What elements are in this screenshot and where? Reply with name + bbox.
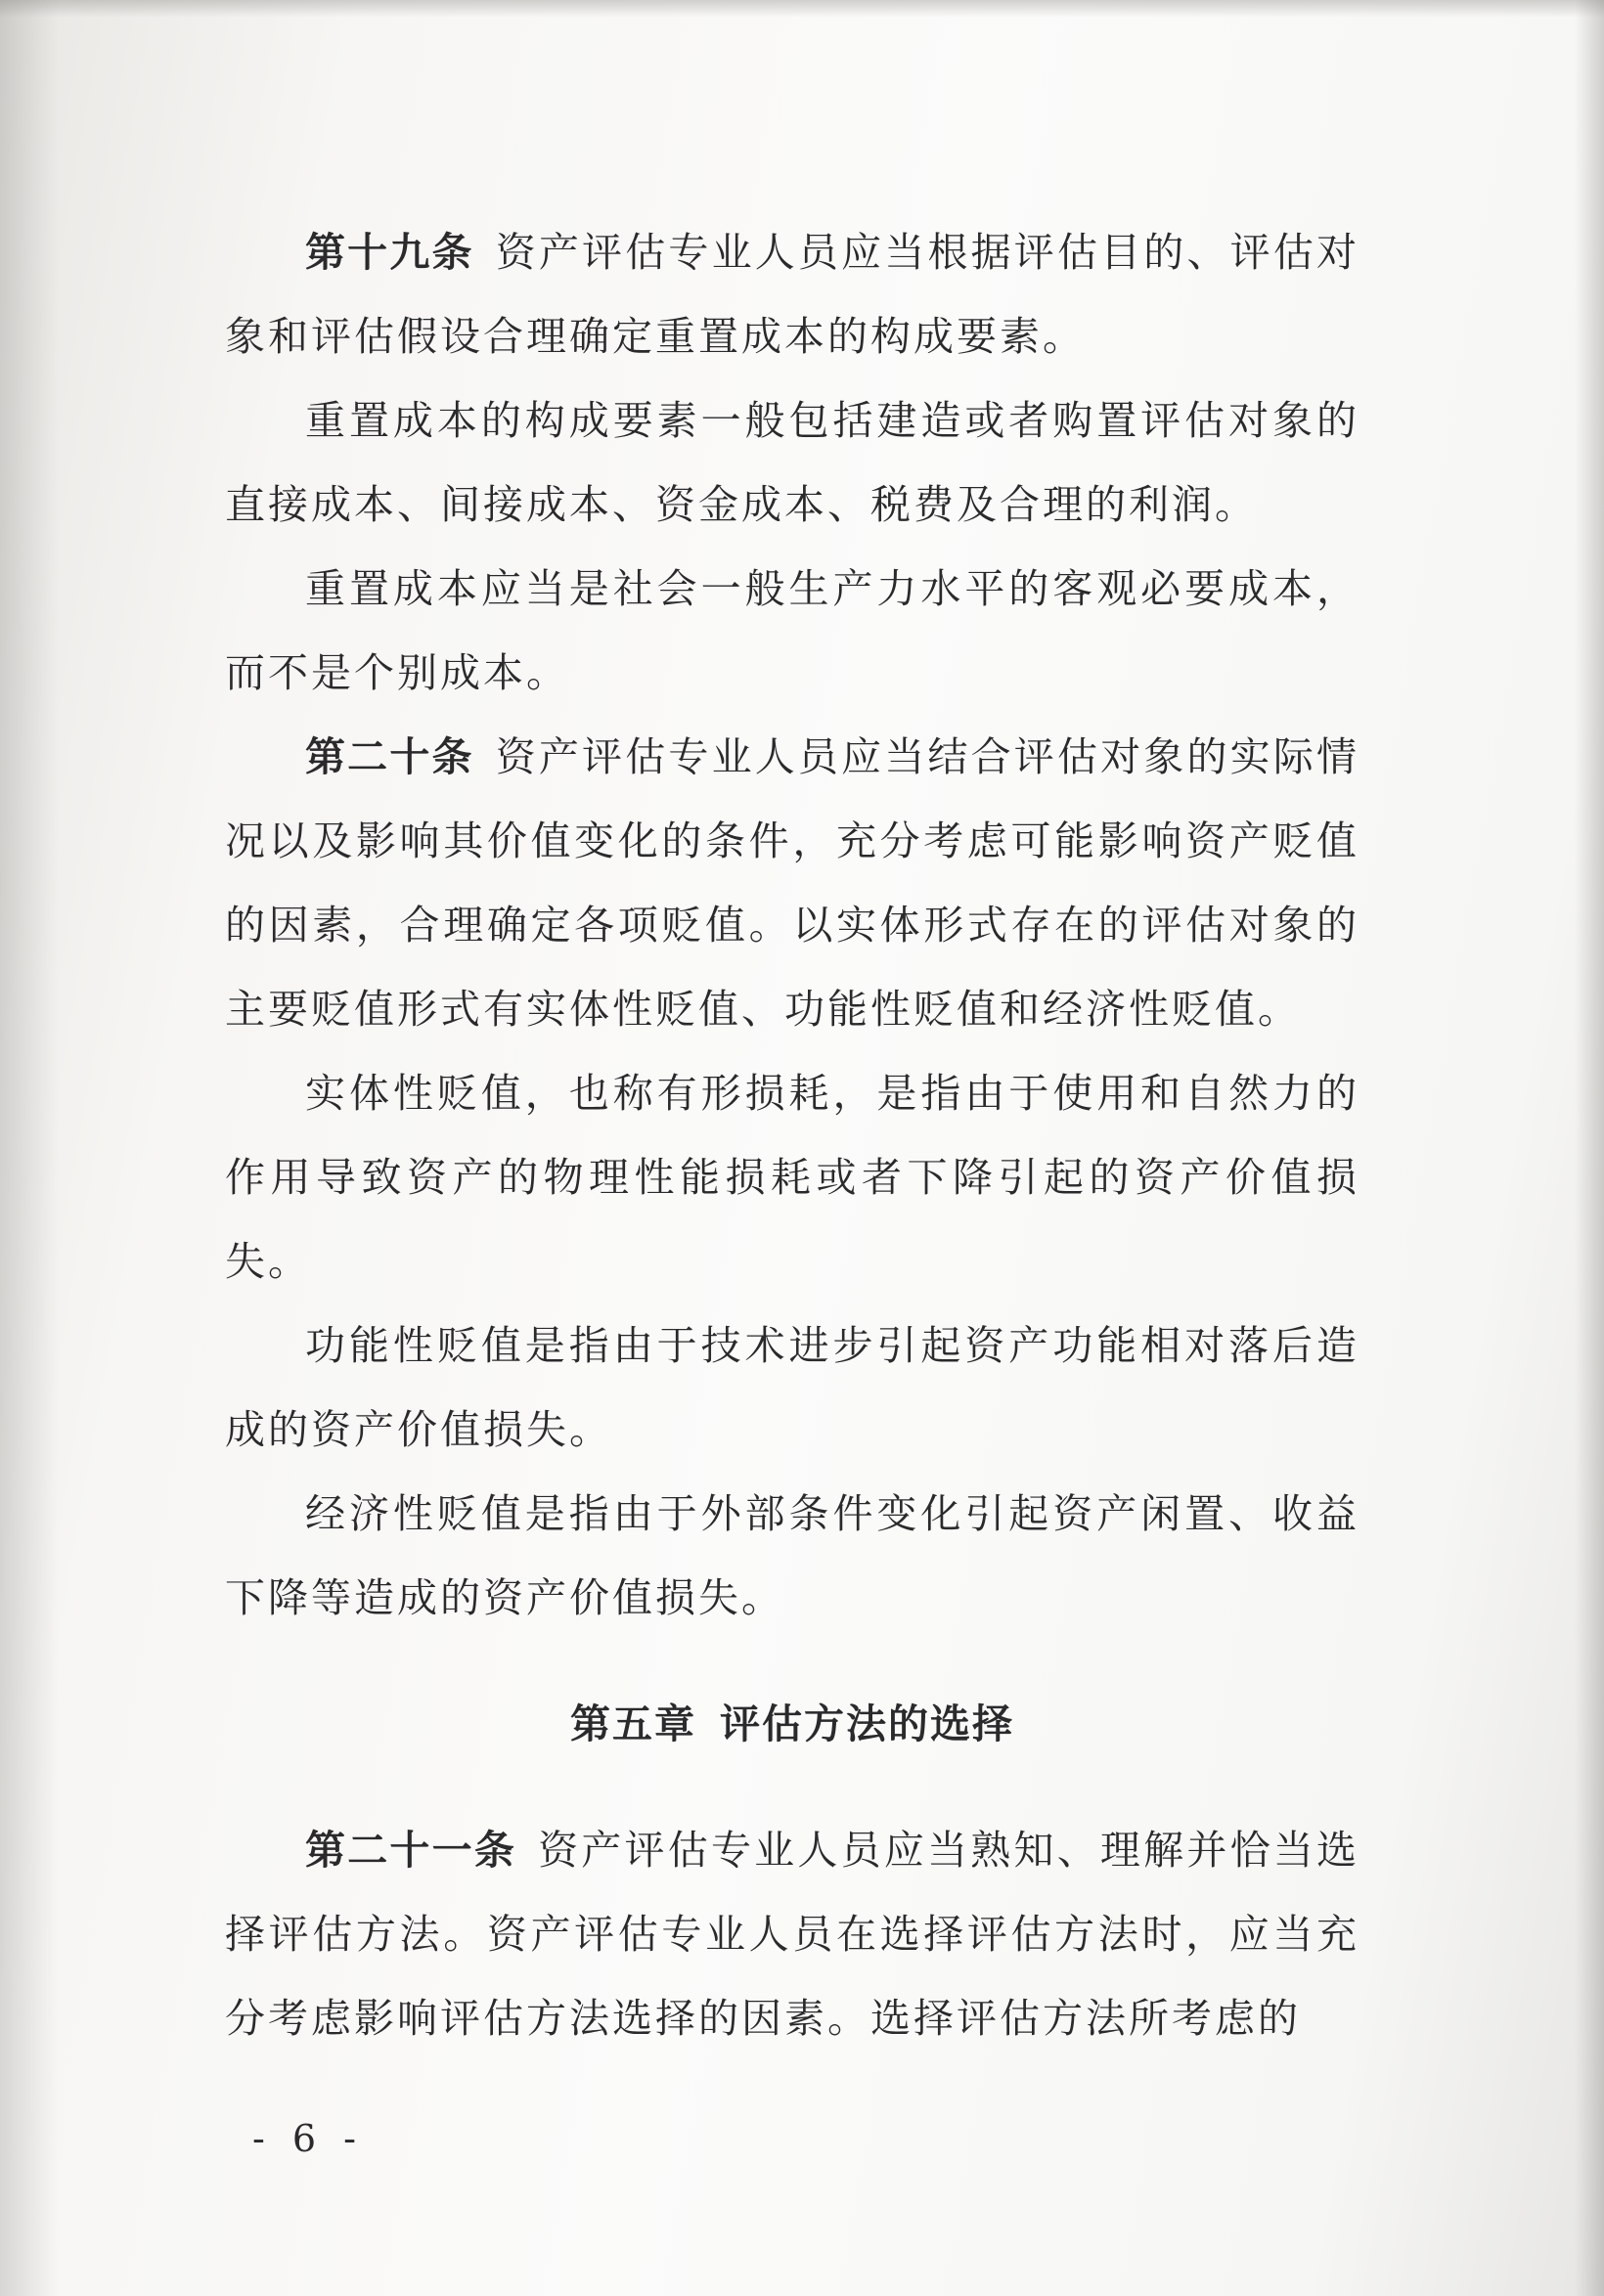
article-number: 第十九条 <box>305 229 474 276</box>
paragraph: 重置成本的构成要素一般包括建造或者购置评估对象的直接成本、间接成本、资金成本、税费及合理的利润。 <box>225 397 1359 528</box>
paragraph: 功能性贬值是指由于技术进步引起资产功能相对落后造成的资产价值损失。 <box>225 1322 1359 1453</box>
article-text: 资产评估专业人员应当根据评估目的、评估对象和评估假设合理确定重置成本的构成要素。 <box>225 229 1360 360</box>
paragraph: 经济性贬值是指由于外部条件变化引起资产闲置、收益下降等造成的资产价值损失。 <box>225 1490 1359 1621</box>
page-shadow-left <box>0 0 59 2296</box>
article-number: 第二十一条 <box>305 1827 517 1874</box>
page-shadow-top <box>0 0 1604 18</box>
paragraph: 实体性贬值，也称有形损耗，是指由于使用和自然力的作用导致资产的物理性能损耗或者下降引起的资产价值损失。 <box>225 1070 1359 1285</box>
article-number: 第二十条 <box>305 733 474 780</box>
paragraph: 重置成本应当是社会一般生产力水平的客观必要成本，而不是个别成本。 <box>225 565 1359 696</box>
chapter-heading <box>225 1640 1359 1808</box>
article-text: 资产评估专业人员应当熟知、理解并恰当选择评估方法。资产评估专业人员在选择评估方法时，应当充分考虑影响评估方法选择的因素。选择评估方法所考虑的 <box>225 1827 1360 2042</box>
article-21-paragraph <box>225 1808 1359 2060</box>
article-text: 资产评估专业人员应当结合评估对象的实际情况以及影响其价值变化的条件，充分考虑可能影响资产贬值的因素，合理确定各项贬值。以实体形式存在的评估对象的主要贬值形式有实体性贬值、功能性贬值和经济性贬值。 <box>225 733 1360 1033</box>
chapter-title: 评估方法的选择 <box>720 1700 1014 1747</box>
article-20-paragraph <box>225 715 1359 1051</box>
document-body <box>225 210 1359 2060</box>
page-number: - 6 - <box>252 2117 365 2160</box>
article-19-paragraph <box>225 210 1359 378</box>
page-shadow-right <box>1575 0 1604 2296</box>
chapter-number: 第五章 <box>570 1700 696 1747</box>
